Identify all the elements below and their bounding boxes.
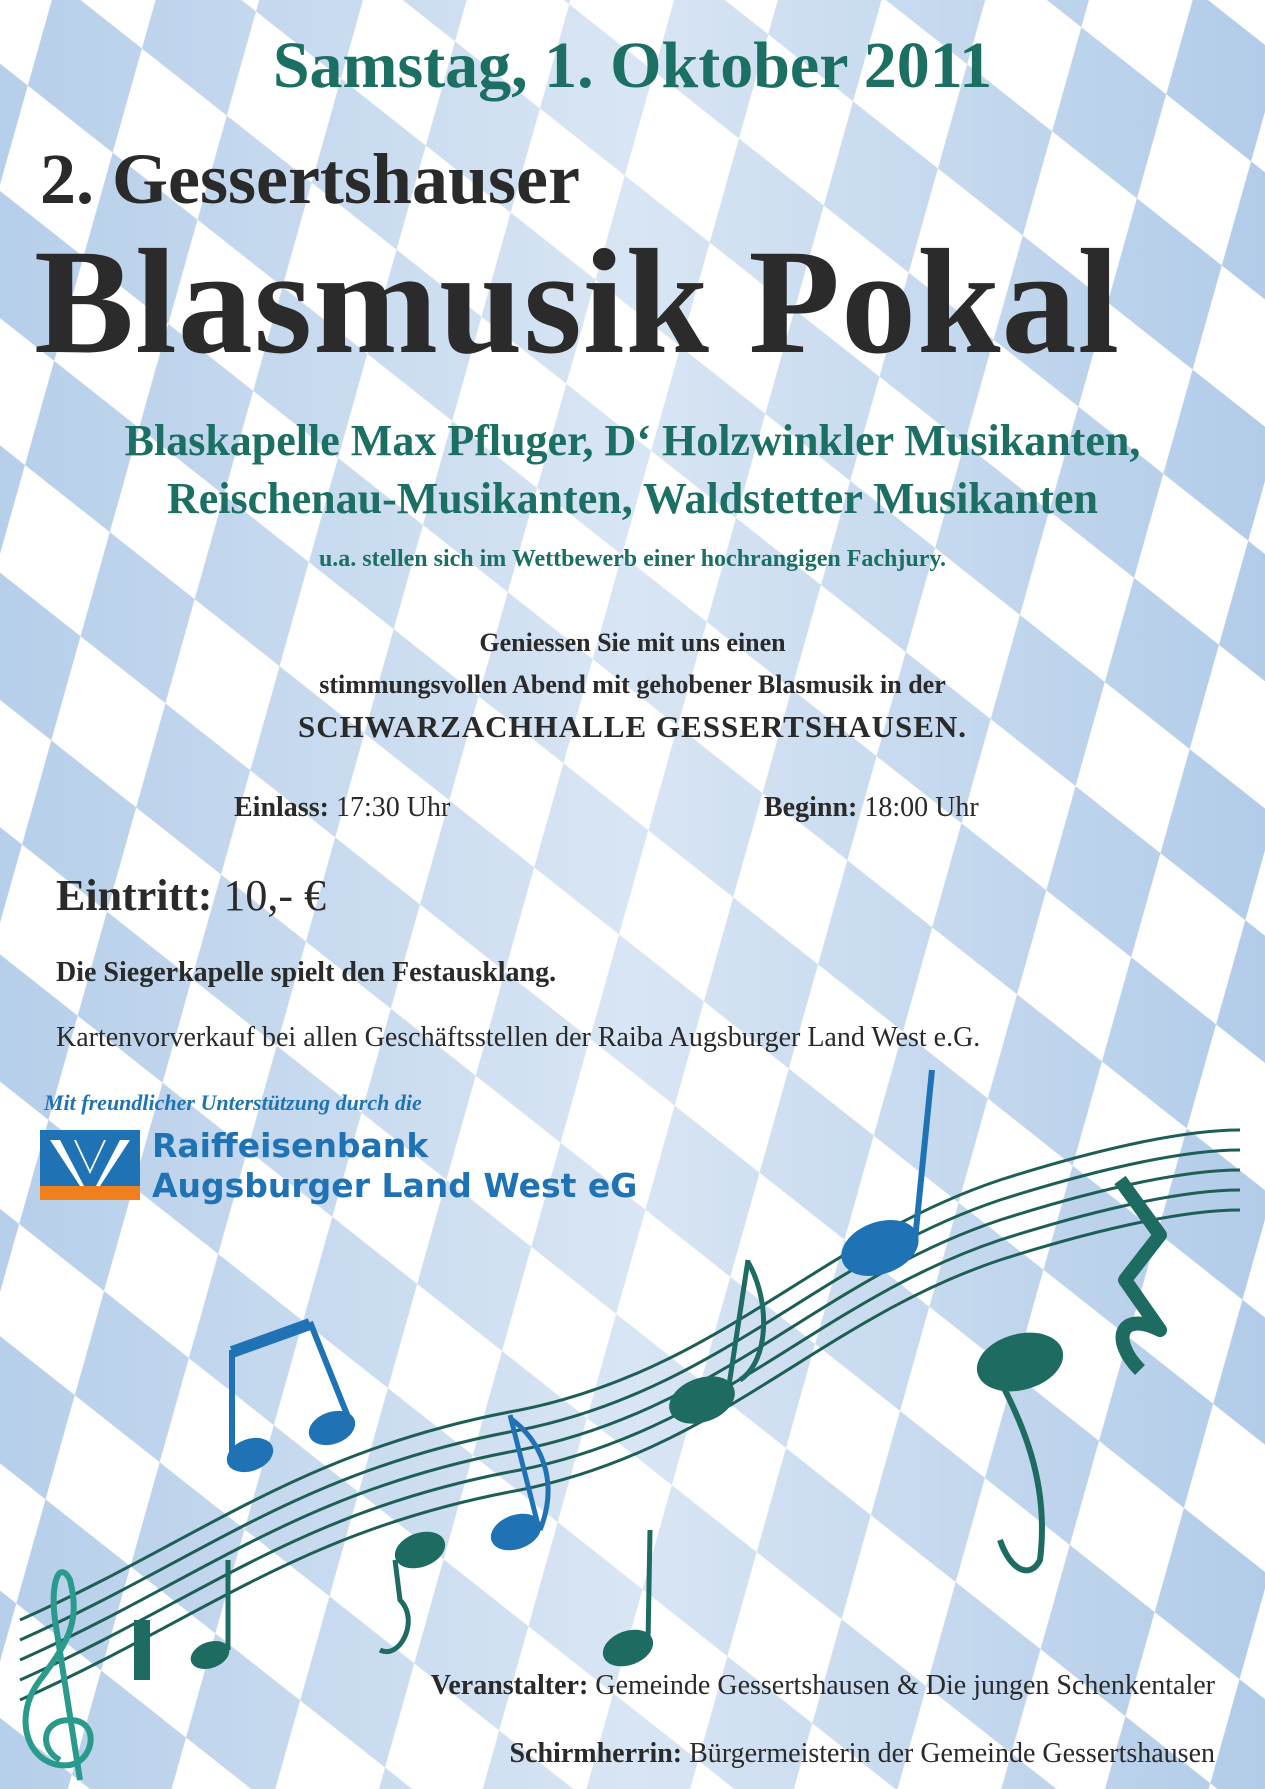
invite-line-1: Geniessen Sie mit uns einen	[479, 628, 786, 657]
bank-name-line-2: Augsburger Land West eG	[152, 1166, 638, 1205]
event-title: Blasmusik Pokal	[34, 219, 1121, 385]
organizer	[431, 1670, 1215, 1702]
organizer-value: Gemeinde Gessertshausen & Die jungen Schenkentaler	[595, 1670, 1215, 1701]
start-time-value: 18:00 Uhr	[864, 792, 979, 823]
admission-value: 10,- €	[223, 871, 327, 920]
presale-note: Kartenvorverkauf bei allen Geschäftsstellen der Raiba Augsburger Land West e.G.	[56, 1022, 981, 1053]
competition-note: u.a. stellen sich im Wettbewerb einer hochrangigen Fachjury.	[318, 546, 947, 572]
bands-line-1: Blaskapelle Max Pfluger, D‘ Holzwinkler Musikanten,	[124, 416, 1141, 465]
bank-name-line-1: Raiffeisenbank	[152, 1126, 429, 1165]
start-time-label: Beginn:	[764, 792, 858, 823]
venue-name: SCHWARZACHHALLE GESSERTSHAUSEN.	[297, 709, 968, 744]
entry-time	[234, 792, 450, 824]
entry-time-label: Einlass:	[234, 792, 329, 823]
invite-line-2: stimmungsvollen Abend mit gehobener Blasmusik in der	[319, 670, 946, 699]
bands-line-2: Reischenau-Musikanten, Waldstetter Musikanten	[166, 474, 1098, 523]
winner-note: Die Siegerkapelle spielt den Festausklang.	[56, 957, 557, 988]
invitation-text	[0, 622, 1265, 748]
event-date: Samstag, 1. Oktober 2011	[272, 29, 993, 102]
admission-label: Eintritt:	[56, 871, 213, 920]
patron	[509, 1738, 1215, 1770]
patron-label: Schirmherrin:	[509, 1738, 683, 1769]
event-subtitle: 2. Gessertshauser	[40, 139, 580, 219]
start-time	[764, 792, 979, 824]
patron-value: Bürgermeisterin der Gemeinde Gessertshausen	[689, 1738, 1215, 1769]
organizer-label: Veranstalter:	[430, 1670, 589, 1701]
entry-time-value: 17:30 Uhr	[335, 792, 451, 823]
bands-list	[0, 412, 1265, 528]
admission-price	[56, 870, 326, 921]
support-text: Mit freundlicher Unterstützung durch die	[44, 1090, 422, 1115]
